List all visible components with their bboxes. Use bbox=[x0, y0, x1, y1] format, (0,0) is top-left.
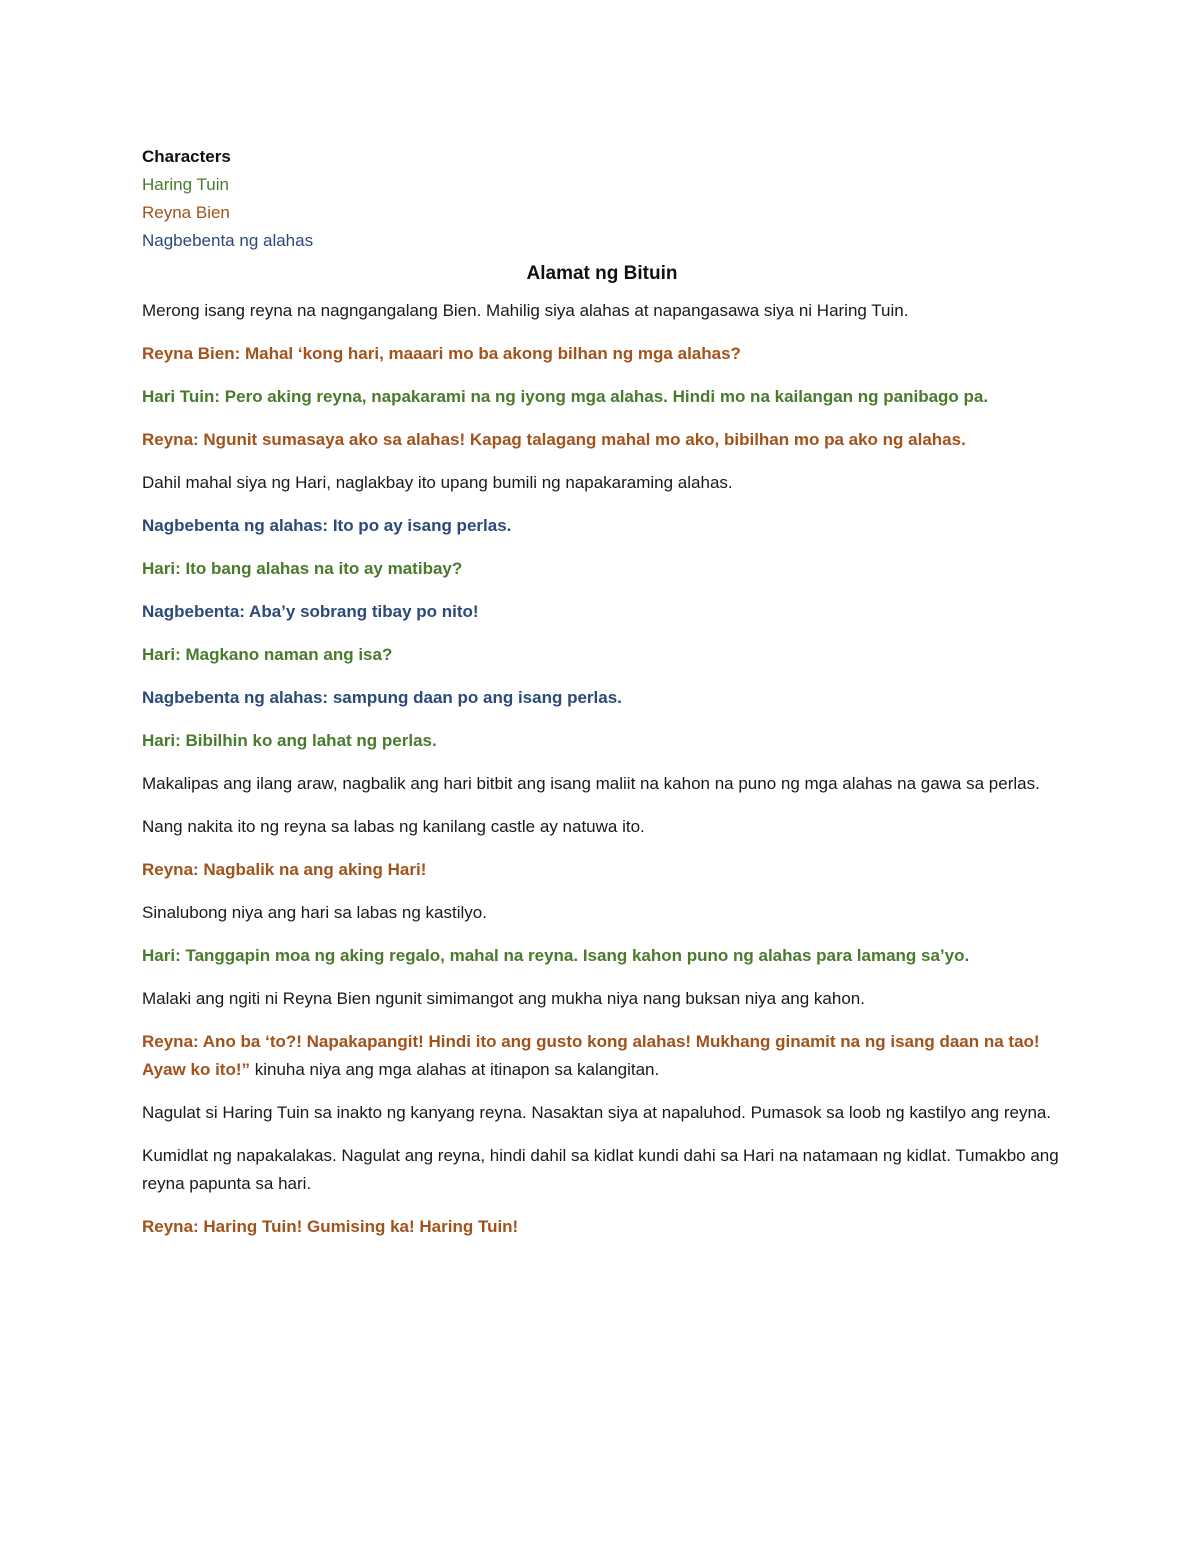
character-king: Haring Tuin bbox=[142, 175, 229, 194]
dialogue-seller: Nagbebenta ng alahas: sampung daan po ang isang perlas. bbox=[142, 688, 622, 707]
narration-paragraph: Merong isang reyna na nagngangalang Bien. Mahilig siya alahas at napangasawa siya ni Haring Tuin. bbox=[142, 301, 909, 320]
dialogue-king: Hari: Tanggapin moa ng aking regalo, mahal na reyna. Isang kahon puno ng alahas para lamang sa’yo. bbox=[142, 946, 970, 965]
document-page bbox=[142, 143, 1062, 1256]
dialogue-queen-tail: kinuha niya ang mga alahas at itinapon sa kalangitan. bbox=[250, 1060, 660, 1079]
character-seller: Nagbebenta ng alahas bbox=[142, 231, 314, 250]
narration-paragraph: Dahil mahal siya ng Hari, naglakbay ito upang bumili ng napakaraming alahas. bbox=[142, 473, 733, 492]
dialogue-seller: Nagbebenta ng alahas: Ito po ay isang perlas. bbox=[142, 516, 512, 535]
dialogue-seller: Nagbebenta: Aba’y sobrang tibay po nito! bbox=[142, 602, 479, 621]
narration-paragraph: Nagulat si Haring Tuin sa inakto ng kanyang reyna. Nasaktan siya at napaluhod. Pumasok sa loob ng kastilyo ang reyna. bbox=[142, 1103, 1052, 1122]
dialogue-queen: Reyna: Ngunit sumasaya ako sa alahas! Kapag talagang mahal mo ako, bibilhan mo pa ako ng alahas. bbox=[142, 430, 966, 449]
narration-paragraph: Sinalubong niya ang hari sa labas ng kastilyo. bbox=[142, 903, 487, 922]
dialogue-king: Hari: Ito bang alahas na ito ay matibay? bbox=[142, 559, 463, 578]
dialogue-king: Hari: Magkano naman ang isa? bbox=[142, 645, 393, 664]
dialogue-queen: Reyna: Nagbalik na ang aking Hari! bbox=[142, 860, 427, 879]
narration-paragraph: Malaki ang ngiti ni Reyna Bien ngunit simimangot ang mukha niya nang buksan niya ang kahon. bbox=[142, 989, 865, 1008]
narration-paragraph: Makalipas ang ilang araw, nagbalik ang hari bitbit ang isang maliit na kahon na puno ng mga alahas na gawa sa perlas. bbox=[142, 774, 1040, 793]
narration-paragraph: Nang nakita ito ng reyna sa labas ng kanilang castle ay natuwa ito. bbox=[142, 817, 645, 836]
narration-paragraph: Kumidlat ng napakalakas. Nagulat ang reyna, hindi dahil sa kidlat kundi dahi sa Hari na natamaan ng kidlat. Tumakbo ang reyna papunta sa hari. bbox=[142, 1146, 1059, 1193]
dialogue-king: Hari: Bibilhin ko ang lahat ng perlas. bbox=[142, 731, 437, 750]
dialogue-queen-mixed bbox=[142, 1028, 1062, 1084]
characters-heading: Characters bbox=[142, 147, 231, 166]
dialogue-queen: Reyna: Haring Tuin! Gumising ka! Haring Tuin! bbox=[142, 1217, 519, 1236]
character-queen: Reyna Bien bbox=[142, 203, 230, 222]
dialogue-king: Hari Tuin: Pero aking reyna, napakarami na ng iyong mga alahas. Hindi mo na kailangan ng panibago pa. bbox=[142, 387, 989, 406]
dialogue-queen: Reyna Bien: Mahal ‘kong hari, maaari mo ba akong bilhan ng mga alahas? bbox=[142, 344, 741, 363]
story-title: Alamat ng Bituin bbox=[526, 263, 678, 284]
dialogue-queen-bold: Reyna: Ano ba ‘to?! Napakapangit! Hindi ito ang gusto kong alahas! Mukhang ginamit na ng isang daan na tao! Ayaw ko ito!” bbox=[142, 1032, 1040, 1079]
